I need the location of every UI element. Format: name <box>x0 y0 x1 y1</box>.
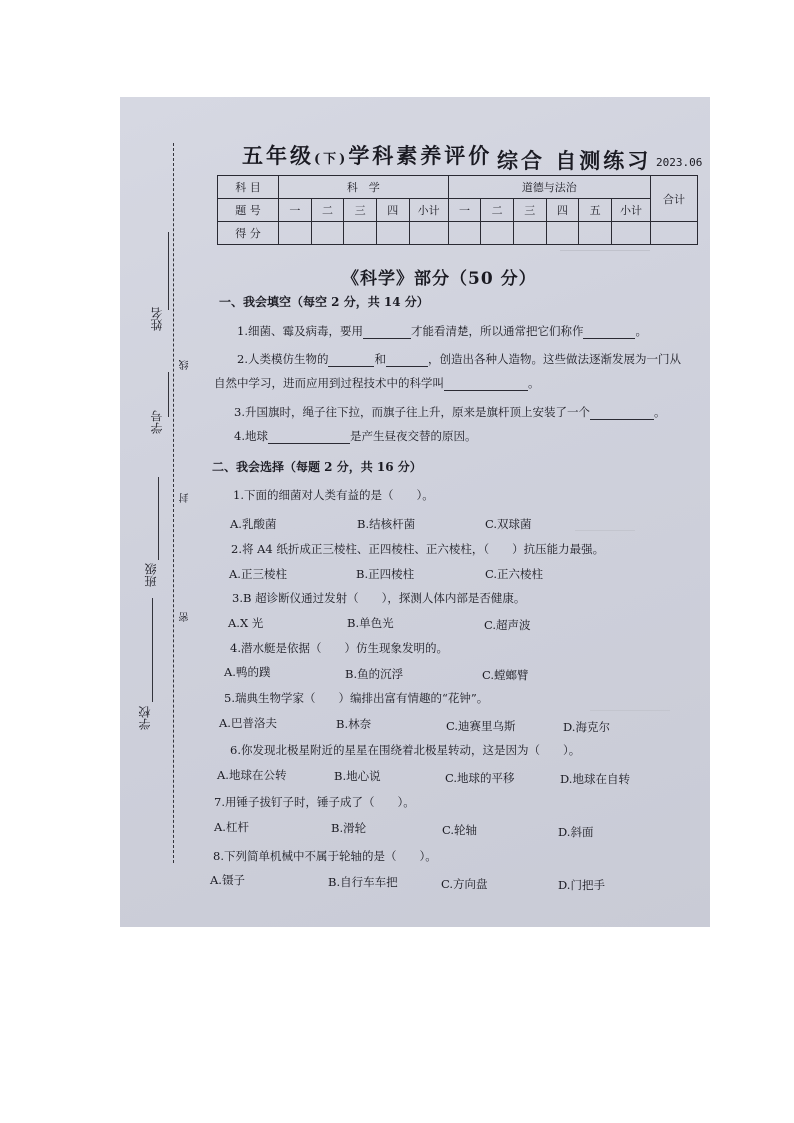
answer-blank[interactable] <box>328 354 374 367</box>
choice-option[interactable]: A.镊子 <box>210 873 245 887</box>
choice-question-stem: 5.瑞典生物学家（ ）编排出富有情趣的“花钟”。 <box>224 691 489 705</box>
total-label: 合计 <box>651 176 698 222</box>
bleed-through-mark <box>590 700 670 711</box>
choice-option[interactable]: D.地球在自转 <box>560 772 630 786</box>
school-write-line <box>152 598 153 702</box>
answer-blank[interactable] <box>386 354 428 367</box>
number-cell: 四 <box>376 199 409 222</box>
answer-blank[interactable] <box>363 326 411 339</box>
seal-mark: 封 <box>180 493 191 503</box>
choice-option[interactable]: C.螳螂臂 <box>482 668 529 682</box>
line-mark: 线 <box>180 360 191 370</box>
fill-question-1: 1.细菌、霉及病毒，要用 才能看清楚，所以通常把它们称作 。 <box>237 324 647 338</box>
answer-blank[interactable] <box>268 431 350 444</box>
fill-question-2-cont: 自然中学习，进而应用到过程技术中的科学叫 。 <box>214 376 540 390</box>
name-write-line <box>168 232 169 310</box>
score-row-score <box>218 222 698 245</box>
choice-question-stem: 7.用锤子拔钉子时，锤子成了（ ）。 <box>214 795 415 809</box>
student-no-label: 学号 <box>150 410 164 434</box>
choice-question-stem: 3.B 超诊断仪通过发射（ ），探测人体内部是否健康。 <box>232 591 526 605</box>
choice-option[interactable]: C.方向盘 <box>441 877 488 891</box>
score-cell[interactable] <box>344 222 377 245</box>
choice-option[interactable]: C.正六棱柱 <box>485 567 544 581</box>
choice-question-stem: 4.潜水艇是依据（ ）仿生现象发明的。 <box>230 641 448 655</box>
class-write-line <box>158 477 159 560</box>
score-row-subject <box>218 176 698 199</box>
fill-question-3: 3.升国旗时，绳子往下拉，而旗子往上升，原来是旗杆顶上安装了一个 。 <box>234 405 666 419</box>
number-label: 题 号 <box>218 199 279 222</box>
score-table <box>217 175 698 245</box>
score-cell[interactable] <box>409 222 448 245</box>
subject-moral: 道德与法治 <box>448 176 650 199</box>
student-no-write-line <box>168 372 169 417</box>
choice-option[interactable]: B.结核杆菌 <box>357 517 416 531</box>
choice-option[interactable]: A.乳酸菌 <box>230 517 277 531</box>
choice-option[interactable]: A.杠杆 <box>214 820 249 834</box>
exam-title: 五年级(下)学科素养评价 <box>242 143 493 168</box>
choice-option[interactable]: B.林奈 <box>336 717 372 731</box>
choice-option[interactable]: B.鱼的沉浮 <box>345 667 404 681</box>
school-label: 学校 <box>138 706 152 730</box>
choice-option[interactable]: A.X 光 <box>228 616 264 630</box>
answer-blank[interactable] <box>590 407 654 420</box>
choice-option[interactable]: A.巴普洛夫 <box>219 716 277 730</box>
score-cell[interactable] <box>513 222 546 245</box>
number-cell: 五 <box>579 199 612 222</box>
score-cell[interactable] <box>481 222 514 245</box>
choice-option[interactable]: C.双球菌 <box>485 517 532 531</box>
score-cell[interactable] <box>311 222 344 245</box>
fill-question-2: 2.人类模仿生物的 和 ，创造出各种人造物。这些做法逐渐发展为一门从 <box>237 352 681 366</box>
score-cell[interactable] <box>579 222 612 245</box>
choice-option[interactable]: C.迪赛里乌斯 <box>446 719 516 733</box>
score-cell[interactable] <box>376 222 409 245</box>
score-cell[interactable] <box>651 222 698 245</box>
choice-question-stem: 6.你发现北极星附近的星星在围绕着北极星转动，这是因为（ ）。 <box>230 743 581 757</box>
number-cell: 小计 <box>409 199 448 222</box>
choice-option[interactable]: B.自行车车把 <box>328 875 398 889</box>
exam-date: 2023.06 <box>656 156 703 169</box>
part2-heading: 二、我会选择（每题 2 分，共 16 分） <box>212 460 422 474</box>
fill-question-4: 4.地球 是产生昼夜交替的原因。 <box>234 429 477 443</box>
choice-option[interactable]: B.地心说 <box>334 769 381 783</box>
score-row-number <box>218 199 698 222</box>
choice-option[interactable]: C.地球的平移 <box>445 771 515 785</box>
choice-option[interactable]: B.单色光 <box>347 616 394 630</box>
secret-mark: 密 <box>180 612 191 622</box>
number-cell: 一 <box>279 199 312 222</box>
bleed-through-mark <box>575 520 635 531</box>
score-cell[interactable] <box>612 222 651 245</box>
number-cell: 四 <box>546 199 579 222</box>
choice-option[interactable]: A.鸭的蹼 <box>224 665 271 679</box>
score-cell[interactable] <box>546 222 579 245</box>
part1-heading: 一、我会填空（每空 2 分，共 14 分） <box>219 295 429 309</box>
choice-option[interactable]: A.地球在公转 <box>217 768 287 782</box>
choice-question-stem: 8.下列简单机械中不属于轮轴的是（ ）。 <box>213 849 437 863</box>
choice-option[interactable]: B.正四棱柱 <box>356 567 415 581</box>
exam-subtitle: 综合 自测练习 <box>497 148 652 173</box>
number-cell: 二 <box>481 199 514 222</box>
number-cell: 三 <box>344 199 377 222</box>
score-cell[interactable] <box>279 222 312 245</box>
score-cell[interactable] <box>448 222 481 245</box>
choice-option[interactable]: C.轮轴 <box>442 823 478 837</box>
choice-option[interactable]: B.滑轮 <box>331 821 367 835</box>
answer-blank[interactable] <box>444 378 528 391</box>
choice-option[interactable]: D.海克尔 <box>563 720 610 734</box>
answer-blank[interactable] <box>583 326 635 339</box>
section-title: 《科学》部分（50 分） <box>342 269 537 289</box>
number-cell: 小计 <box>612 199 651 222</box>
choice-option[interactable]: A.正三棱柱 <box>229 567 287 581</box>
choice-question-stem: 2.将 A4 纸折成正三棱柱、正四棱柱、正六棱柱，（ ）抗压能力最强。 <box>231 542 605 556</box>
subject-science: 科 学 <box>279 176 449 199</box>
choice-option[interactable]: D.斜面 <box>558 825 594 839</box>
subject-label: 科 目 <box>218 176 279 199</box>
choice-option[interactable]: D.门把手 <box>558 878 605 892</box>
number-cell: 三 <box>513 199 546 222</box>
number-cell: 二 <box>311 199 344 222</box>
class-label: 班级 <box>144 563 158 587</box>
number-cell: 一 <box>448 199 481 222</box>
choice-question-stem: 1.下面的细菌对人类有益的是（ ）。 <box>233 488 434 502</box>
name-label: 姓名 <box>150 307 164 331</box>
choice-option[interactable]: C.超声波 <box>484 618 531 632</box>
score-label: 得 分 <box>218 222 279 245</box>
binding-dashed-line <box>173 143 174 863</box>
